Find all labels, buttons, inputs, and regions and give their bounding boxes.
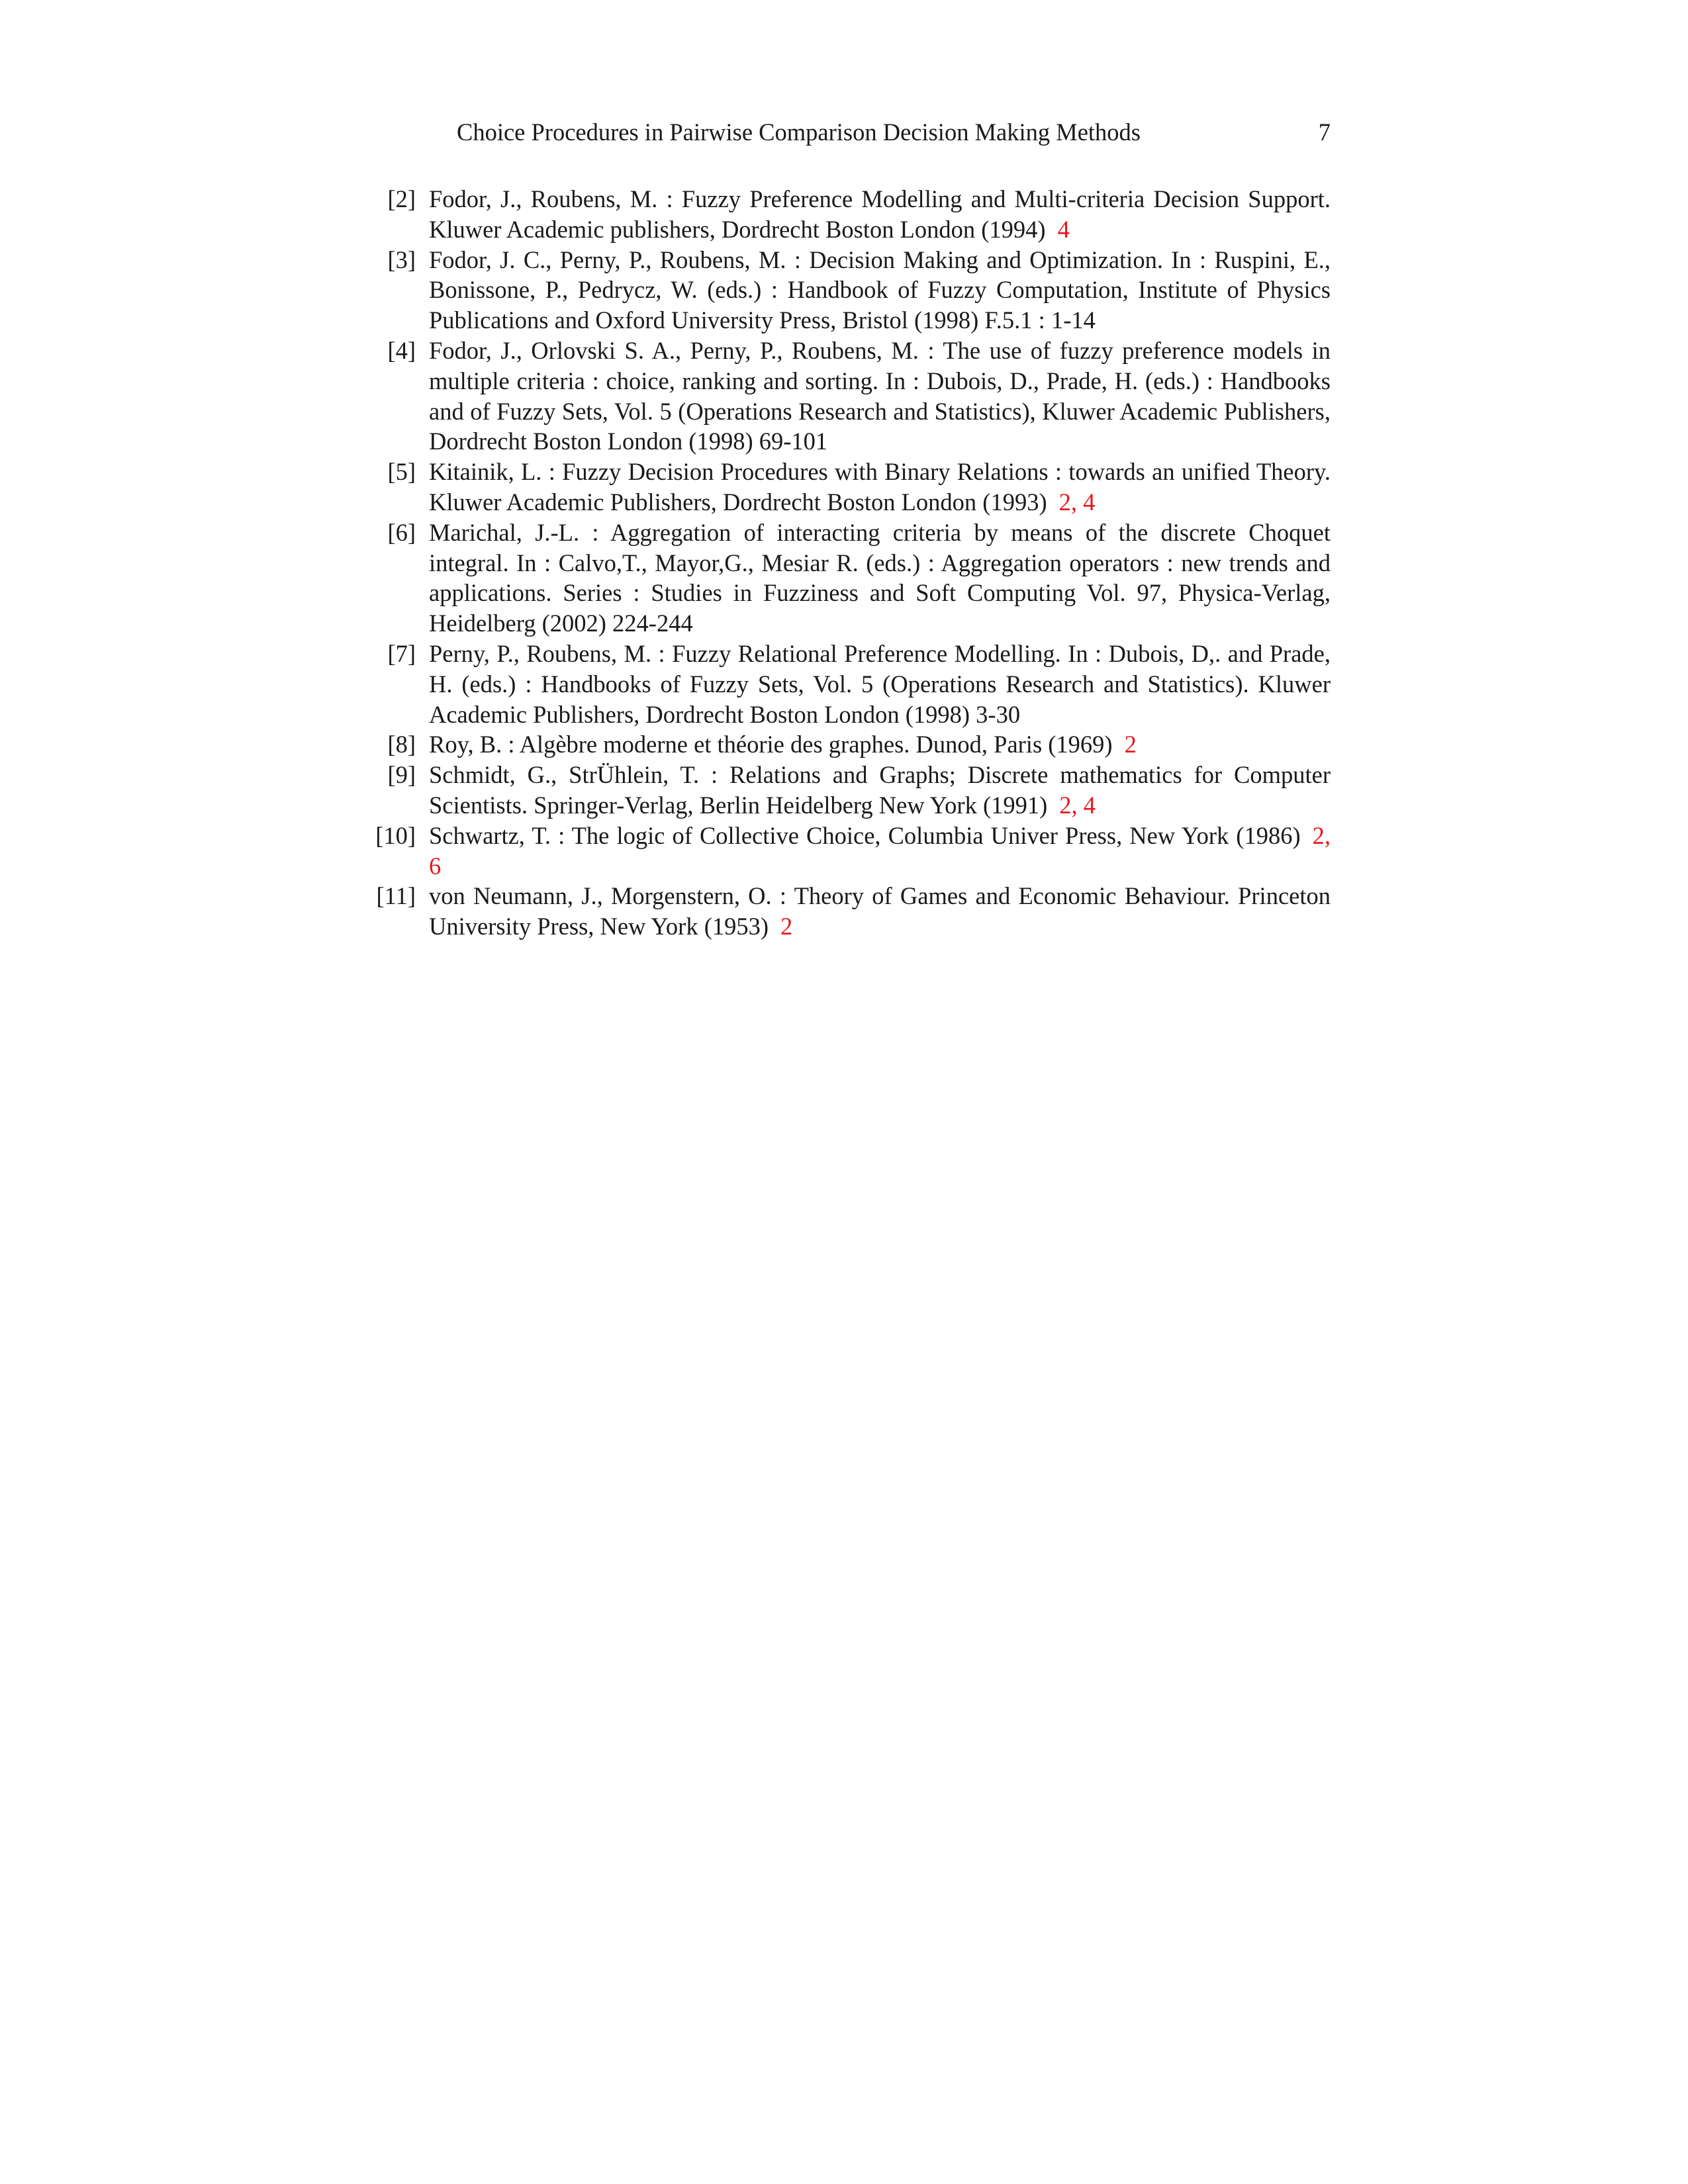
reference-entry: [9] Schmidt, G., StrÜhlein, T. : Relations and Graphs; Discrete mathematics for Computer Scientists. Springer-Verlag, Berlin Heidelberg New York (1991) 2, 4	[371, 760, 1331, 821]
backref-link[interactable]: 2	[780, 913, 793, 940]
running-head	[457, 113, 1331, 152]
reference-text: Perny, P., Roubens, M. : Fuzzy Relational Preference Modelling. In : Dubois, D,. and Prade, H. (eds.) : Handbooks of Fuzzy Sets, Vol. 5 (Operations Research and Statistics). Kluwer Academic Publishers, Dordrecht Boston London (1998) 3-30	[429, 639, 1331, 728]
page-number: 7	[1318, 118, 1331, 146]
reference-label: [10]	[375, 821, 416, 849]
reference-text: Fodor, J. C., Perny, P., Roubens, M. : Decision Making and Optimization. In : Ruspini, E., Bonissone, P., Pedrycz, W. (eds.) : Handbook of Fuzzy Computation, Institute of Physics Publications and Oxford University Press, Bristol (1998) F.5.1 : 1-14	[429, 246, 1331, 334]
reference-text: Schmidt, G., StrÜhlein, T. : Relations and Graphs; Discrete mathematics for Computer Scientists. Springer-Verlag, Berlin Heidelberg New York (1991)	[429, 761, 1331, 819]
reference-entry	[371, 518, 1331, 639]
backref-link[interactable]: 4	[1057, 215, 1070, 243]
reference-label: [7]	[387, 639, 416, 667]
reference-label: [11]	[376, 882, 416, 910]
backref-link[interactable]: 2	[1058, 488, 1071, 516]
backref-link[interactable]: 4	[1083, 488, 1096, 516]
bibliography	[371, 184, 1331, 942]
reference-label: [2]	[387, 185, 416, 212]
reference-text: Marichal, J.-L. : Aggregation of interacting criteria by means of the discrete Choquet integral. In : Calvo,T., Mayor,G., Mesiar R. (eds.) : Aggregation operators : new trends and applications. Series : Studies in Fuzziness and Soft Computing Vol. 97, Physica-Verlag, Heidelberg (2002) 224-244	[429, 518, 1331, 637]
reference-text: Fodor, J., Orlovski S. A., Perny, P., Roubens, M. : The use of fuzzy preference models in multiple criteria : choice, ranking and sorting. In : Dubois, D., Prade, H. (eds.) : Handbooks and of Fuzzy Sets, Vol. 5 (Operations Research and Statistics), Kluwer Academic Publishers, Dordrecht Boston London (1998) 69-101	[429, 336, 1331, 455]
reference-entry	[371, 336, 1331, 457]
reference-entry	[371, 184, 1331, 245]
reference-label: [8]	[387, 731, 416, 758]
running-head-title: Choice Procedures in Pairwise Comparison Decision Making Methods	[457, 118, 1141, 146]
reference-text: von Neumann, J., Morgenstern, O. : Theory of Games and Economic Behaviour. Princeton University Press, New York (1953)	[429, 882, 1331, 940]
reference-text: Fodor, J., Roubens, M. : Fuzzy Preference Modelling and Multi-criteria Decision Support. Kluwer Academic publishers, Dordrecht Boston London (1994)	[429, 185, 1331, 243]
reference-label: [9]	[387, 761, 416, 789]
backref-link[interactable]: 2	[1124, 731, 1137, 758]
reference-label: [3]	[387, 246, 416, 273]
reference-entry: [5] Kitainik, L. : Fuzzy Decision Procedures with Binary Relations : towards an unified Theory. Kluwer Academic Publishers, Dordrecht Boston London (1993) 2, 4	[371, 457, 1331, 518]
backref-link[interactable]: 4	[1083, 791, 1096, 819]
reference-text: Schwartz, T. : The logic of Collective Choice, Columbia Univer Press, New York (1986)	[429, 821, 1301, 849]
reference-label: [6]	[387, 518, 416, 546]
reference-text: Roy, B. : Algèbre moderne et théorie des graphes. Dunod, Paris (1969)	[429, 731, 1113, 758]
backref-link[interactable]: 6	[429, 852, 442, 880]
reference-entry	[371, 639, 1331, 729]
backref-link[interactable]: 2	[1312, 821, 1325, 849]
reference-entry	[371, 245, 1331, 336]
reference-entry	[371, 881, 1331, 942]
reference-label: [5]	[387, 458, 416, 486]
reference-label: [4]	[387, 336, 416, 364]
reference-entry	[371, 729, 1331, 760]
reference-text: Kitainik, L. : Fuzzy Decision Procedures with Binary Relations : towards an unified Theory. Kluwer Academic Publishers, Dordrecht Boston London (1993)	[429, 458, 1331, 516]
reference-entry: [10] Schwartz, T. : The logic of Collective Choice, Columbia Univer Press, New York (1986) 2, 6	[371, 821, 1331, 882]
backref-link[interactable]: 2	[1059, 791, 1072, 819]
